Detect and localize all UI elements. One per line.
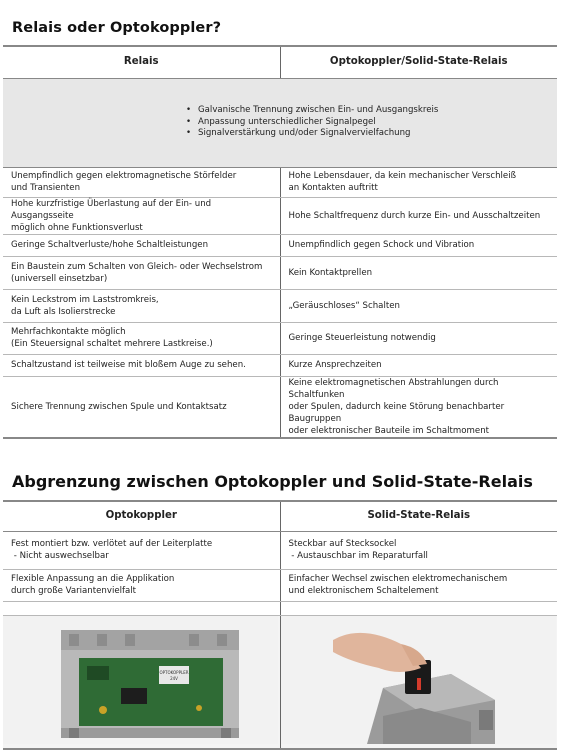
table-row <box>3 167 557 197</box>
section-title-abgrenzung: Abgrenzung zwischen Optokoppler und Solid-State-Relais <box>12 472 533 491</box>
table-row <box>3 197 557 234</box>
table-row <box>3 256 557 289</box>
relais-cell: Mehrfachkontakte möglich (Ein Steuersignal schaltet mehrere Lastkreise.) <box>3 322 280 354</box>
optokoppler-cell: Flexible Anpassung an die Applikation durch große Variantenvielfalt <box>3 569 280 601</box>
optokoppler-cell: Hohe Schaltfrequenz durch kurze Ein- und Ausschaltzeiten <box>280 197 557 234</box>
optokoppler-cell: Hohe Lebensdauer, da kein mechanischer Verschleiß an Kontakten auftritt <box>280 167 557 197</box>
relais-cell: Unempfindlich gegen elektromagnetische Störfelder und Transienten <box>3 167 280 197</box>
common-features-cell <box>3 78 557 167</box>
common-feature-item: • Galvanische Trennung zwischen Ein- und Ausgangskreis <box>186 105 549 117</box>
section-title-relais: Relais oder Optokoppler? <box>12 20 222 36</box>
common-feature-item: • Signalverstärkung und/oder Signalvervielfachung <box>186 128 549 140</box>
column-header-optokoppler: Optokoppler <box>3 501 280 531</box>
table-row <box>3 531 557 569</box>
table-row-spacer <box>3 601 557 615</box>
table-row <box>3 289 557 322</box>
common-features-list <box>186 105 549 140</box>
ssr-image-cell <box>280 615 557 749</box>
relais-cell: Ein Baustein zum Schalten von Gleich- oder Wechselstrom (universell einsetzbar) <box>3 256 280 289</box>
pcb-marking-text: 24V <box>170 675 178 681</box>
optocoupler-image-cell <box>3 615 280 749</box>
relais-cell: Geringe Schaltverluste/hohe Schaltleistungen <box>3 234 280 256</box>
optokoppler-cell: „Geräuschloses“ Schalten <box>280 289 557 322</box>
relais-cell: Schaltzustand ist teilweise mit bloßem Auge zu sehen. <box>3 354 280 376</box>
comparison-table-relais <box>3 45 557 439</box>
pcb-marking-text: OPTOKOPPLER <box>159 669 189 675</box>
optokoppler-cell: Keine elektromagnetischen Abstrahlungen durch Schaltfunken oder Spulen, dadurch keine Störung benachbarter Baugruppen oder elektronischer Bauteile im Schaltmoment <box>280 376 557 438</box>
solid-state-relay-image <box>281 616 556 744</box>
optokoppler-cell: Unempfindlich gegen Schock und Vibration <box>280 234 557 256</box>
table-row <box>3 234 557 256</box>
table-row <box>3 569 557 601</box>
ssr-cell: Steckbar auf Stecksockel - Austauschbar im Reparaturfall <box>280 531 557 569</box>
table-row <box>3 322 557 354</box>
ssr-cell: Einfacher Wechsel zwischen elektromechanischem und elektronischem Schaltelement <box>280 569 557 601</box>
table-row <box>3 376 557 438</box>
column-header-ssr: Solid-State-Relais <box>280 501 557 531</box>
relais-cell: Sichere Trennung zwischen Spule und Kontaktsatz <box>3 376 280 438</box>
optokoppler-cell: Geringe Steuerleistung notwendig <box>280 322 557 354</box>
comparison-table-abgrenzung <box>3 500 557 750</box>
optokoppler-cell: Fest montiert bzw. verlötet auf der Leiterplatte - Nicht auswechselbar <box>3 531 280 569</box>
column-header-optokoppler: Optokoppler/Solid-State-Relais <box>280 46 557 78</box>
optokoppler-cell: Kein Kontaktprellen <box>280 256 557 289</box>
column-header-relais: Relais <box>3 46 280 78</box>
common-feature-item: • Anpassung unterschiedlicher Signalpegel <box>186 117 549 129</box>
relais-cell: Hohe kurzfristige Überlastung auf der Ein- und Ausgangsseite möglich ohne Funktionsverlust <box>3 197 280 234</box>
optocoupler-module-image <box>3 616 278 744</box>
table-row <box>3 354 557 376</box>
relais-cell: Kein Leckstrom im Laststromkreis, da Luft als Isolierstrecke <box>3 289 280 322</box>
optokoppler-cell: Kurze Ansprechzeiten <box>280 354 557 376</box>
image-row <box>3 615 557 749</box>
